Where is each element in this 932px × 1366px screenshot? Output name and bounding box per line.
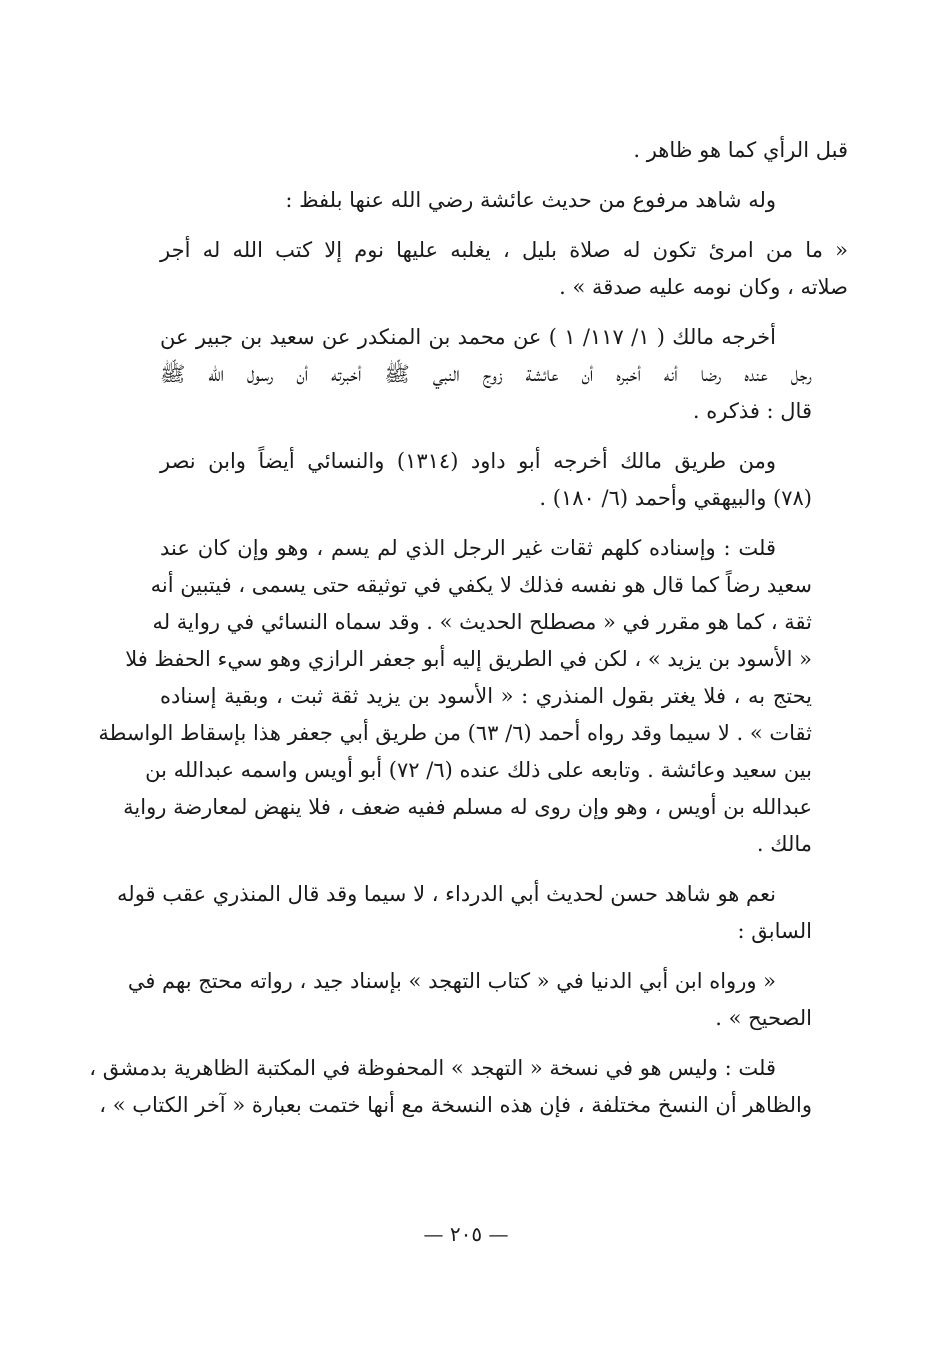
text-line: مالك .	[756, 832, 812, 856]
text-line: قبل الرأي كما هو ظاهر .	[633, 138, 848, 162]
paragraph	[160, 232, 848, 306]
text-line: ومن طريق مالك أخرجه أبو داود (١٣١٤) والنسائي أيضاً وابن نصر	[160, 449, 776, 473]
paragraph	[117, 876, 848, 950]
text-line: « ورواه ابن أبي الدنيا في « كتاب التهجد » بإسناد جيد ، رواته محتج بهم في	[127, 969, 776, 993]
text-line: أخرجه مالك ( ١/ ١١٧/ ١ ) عن محمد بن المنكدر عن سعيد بن جبير عن	[160, 325, 776, 349]
text-line: ثقة ، كما هو مقرر في « مصطلح الحديث » . وقد سماه النسائي في رواية له	[152, 610, 812, 634]
text-line: « ما من امرئ تكون له صلاة بليل ، يغلبه عليها نوم إلا كتب الله له أجر	[160, 238, 848, 262]
text-line: رجل عنده رضا أنه أخبره أن عائشة زوج النبي ﷺ أخبرته أن رسول الله ﷺ	[160, 362, 812, 386]
text-line: بين سعيد وعائشة . وتابعه على ذلك عنده (٦/ ٧٢) أبو أويس واسمه عبدالله بن	[145, 758, 812, 782]
paragraph	[160, 182, 848, 219]
text-line: قلت : وليس هو في نسخة « التهجد » المحفوظة في المكتبة الظاهرية بدمشق ،	[89, 1056, 776, 1080]
text-line: نعم هو شاهد حسن لحديث أبي الدرداء ، لا سيما وقد قال المنذري عقب قوله	[117, 882, 776, 906]
text-line: صلاته ، وكان نومه عليه صدقة » .	[559, 275, 848, 299]
page-number: — ٢٠٥ —	[423, 1222, 509, 1246]
text-line: (٧٨) والبيهقي وأحمد (٦/ ١٨٠) .	[539, 486, 812, 510]
paragraph	[89, 1050, 848, 1124]
text-line: يحتج به ، فلا يغتر بقول المنذري : « الأسود بن يزيد ثقة ثبت ، وبقية إسناده	[160, 684, 812, 708]
text-line: سعيد رضاً كما قال هو نفسه فذلك لا يكفي في توثيقه حتى يسمى ، فيتبين أنه	[150, 573, 812, 597]
text-line: السابق :	[737, 919, 812, 943]
text-line: قال : فذكره .	[692, 399, 812, 423]
paragraph	[160, 132, 848, 169]
paragraph	[127, 963, 848, 1037]
body-text	[89, 132, 848, 1137]
text-line: وله شاهد مرفوع من حديث عائشة رضي الله عنها بلفظ :	[285, 188, 776, 212]
text-line: عبدالله بن أويس ، وهو وإن روى له مسلم ففيه ضعف ، فلا ينهض لمعارضة رواية	[123, 795, 812, 819]
paragraph	[160, 443, 848, 517]
text-line: « الأسود بن يزيد » ، لكن في الطريق إليه أبو جعفر الرازي وهو سيء الحفظ فلا	[125, 647, 812, 671]
paragraph	[160, 319, 848, 430]
text-line: الصحيح » .	[715, 1006, 812, 1030]
paragraph	[98, 530, 848, 863]
text-line: والظاهر أن النسخ مختلفة ، فإن هذه النسخة مع أنها ختمت بعبارة « آخر الكتاب » ،	[99, 1093, 812, 1117]
text-line: ثقات » . لا سيما وقد رواه أحمد (٦/ ٦٣) من طريق أبي جعفر هذا بإسقاط الواسطة	[98, 721, 812, 745]
text-line: قلت : وإسناده كلهم ثقات غير الرجل الذي لم يسم ، وهو وإن كان عند	[160, 536, 776, 560]
